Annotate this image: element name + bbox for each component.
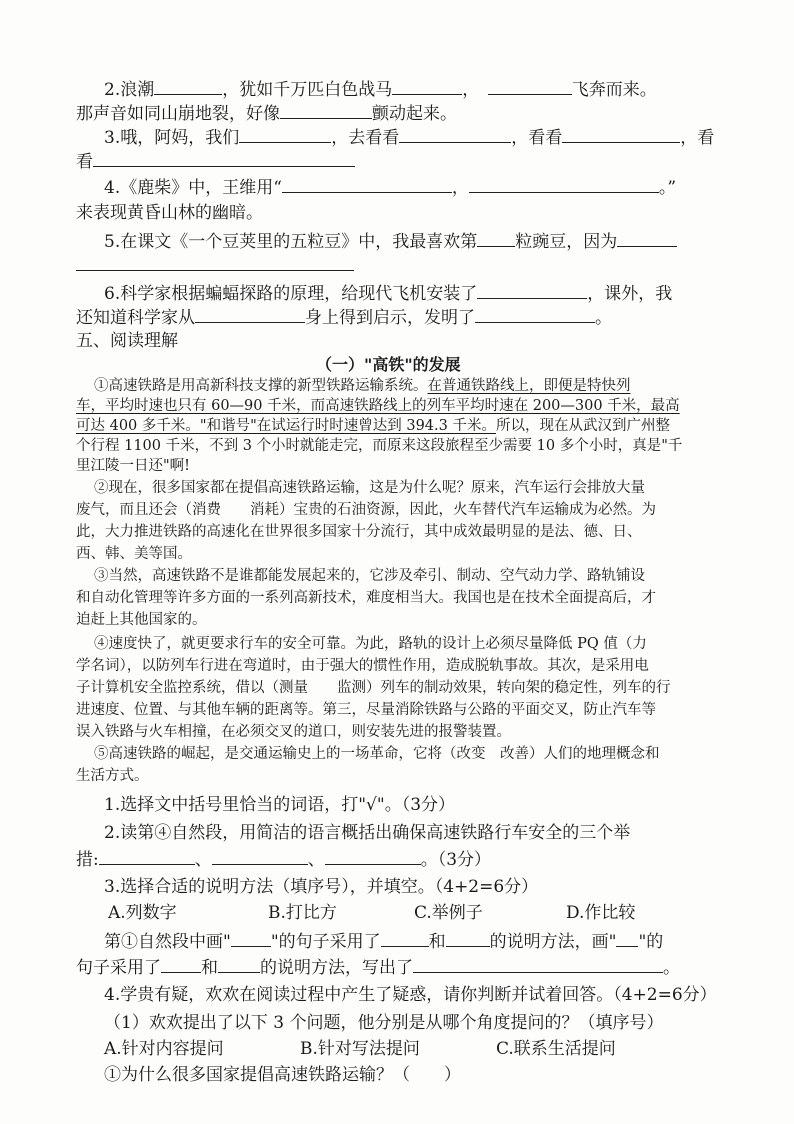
question-3-line3 [104, 930, 663, 953]
blank[interactable] [93, 150, 355, 167]
passage-p1-line4: 个行程 1100 千米，不到 3 个小时就能走完，而原来这段旅程至少需要 10 多个小时，真是"千 [76, 438, 683, 454]
text: 飞奔而来。 [571, 80, 657, 100]
blank[interactable] [469, 176, 659, 193]
question-4-line2: （1）欢欢提出了以下 3 个问题，他分别是从哪个角度提问的？（填序号） [104, 1013, 664, 1033]
blank[interactable] [239, 126, 331, 143]
blank[interactable] [154, 78, 222, 95]
passage-p3-line2: 和自动化管理等许多方面的一系列高新技术，难度相当大。我国也是在技术全面提高后，才 [76, 590, 656, 606]
question-1: 1.选择文中括号里恰当的词语，打"√"。（3分） [104, 795, 456, 815]
passage-p5-line1: ⑤高速铁路的崛起，是交通运输史上的一场革命，它将（改变 改善）人们的地理概念和 [94, 746, 660, 762]
blank[interactable] [99, 848, 195, 865]
passage-p4-line3: 子计算机安全监控系统，借以（测量 监测）列车的制动效果，转向架的稳定性，列车的行 [76, 680, 671, 696]
passage-p2-line2: 废气，而且还会（消费 消耗）宝贵的石油资源，因此，火车替代汽车运输成为必然。为 [76, 502, 656, 518]
passage-p4-line4: 进速度、位置、与其他车辆的距离等。第三，尽量消除铁路与公路的平面交叉，防止汽车等 [76, 702, 656, 718]
passage-p2-line3: 此，大力推进铁路的高速化在世界很多国家十分流行，其中成效最明显的是法、德、日、 [76, 524, 642, 540]
passage-p4-line2: 学名词），以防列车行进在弯道时，由于强大的惯性作用，造成脱轨事故。其次，是采用电 [76, 658, 649, 674]
fill-q3-line1 [104, 126, 714, 149]
fill-q2-line2 [76, 102, 457, 125]
question-3-option-b: B.打比方 [268, 903, 337, 923]
text: 、 [194, 850, 212, 870]
question-4-line4: ①为什么很多国家提倡高速铁路运输？（ ） [104, 1065, 461, 1085]
blank[interactable] [477, 230, 515, 247]
passage-p5-line2: 生活方式。 [76, 768, 149, 784]
text: 。” [658, 178, 677, 198]
text: ，课外，我 [587, 284, 673, 304]
text: 第①自然段中画" [104, 932, 231, 952]
fill-q6-line2 [76, 306, 612, 329]
blank[interactable] [161, 956, 201, 973]
fill-q2-line1 [104, 78, 657, 101]
blank[interactable] [616, 930, 638, 947]
fill-q4-line1 [104, 176, 676, 199]
blank[interactable] [488, 78, 572, 95]
question-2-line1: 2.读第④自然段，用简洁的语言概括出确保高速铁路行车安全的三个举 [104, 823, 631, 843]
text: 来表现黄昏山林的幽暗。 [76, 203, 263, 223]
blank[interactable] [325, 848, 421, 865]
underlined-sentence: 可达 400 多千米。"和谐号"在试运行时时速曾达到 394.3 千米。 [76, 418, 496, 434]
text: ①高速铁路是用高新科技支撑的新型铁路运输系统。 [94, 378, 428, 394]
text: 、 [307, 850, 325, 870]
passage-p2-line1: ②现在，很多国家都在提倡高速铁路运输，这是为什么呢？原来，汽车运行会排放大量 [94, 480, 645, 496]
passage-p1-line2: 车，平均时速也只有 60—90 千米，而高速铁路线上的列车平均时速在 200—300 千米，最高 [76, 398, 680, 414]
text: 和 [428, 932, 446, 952]
blank[interactable] [392, 78, 462, 95]
question-4-option-a: A.针对内容提问 [104, 1039, 224, 1059]
fill-q5-line2 [76, 254, 354, 277]
passage-p4-line5: 误入铁路与火车相撞，在必须交叉的道口，则安装先进的报警装置。 [76, 724, 511, 740]
text: 身上得到启示，发明了 [305, 308, 475, 328]
question-3-line4 [76, 956, 680, 979]
text: 所以，现在从武汉到广州整 [495, 418, 670, 434]
text: 4.《鹿柴》中，王维用“ [104, 178, 282, 198]
section-heading: 五、阅读理解 [76, 331, 178, 351]
text: 还知道科学家从 [76, 308, 195, 328]
text: 3.哦，阿妈，我们 [104, 128, 240, 148]
blank[interactable] [446, 930, 490, 947]
fill-q5-line1 [104, 230, 677, 253]
text: ，去看看 [331, 128, 400, 148]
text: 那声音如同山崩地裂，好像 [76, 104, 280, 124]
question-3-line1: 3.选择合适的说明方法（填序号），并填空。（4+2=6分） [104, 877, 539, 897]
text: "的句子采用了 [270, 932, 381, 952]
question-3-option-d: D.作比较 [566, 903, 636, 923]
text: 的说明方法，画" [489, 932, 617, 952]
question-3-option-a: A.列数字 [108, 903, 177, 923]
text: 6.科学家根据蝙蝠探路的原理，给现代飞机安装了 [104, 284, 478, 304]
blank[interactable] [381, 930, 429, 947]
passage-p1-line5: 里江陵一日还"啊! [76, 458, 190, 474]
passage-p4-line1: ④速度快了，就更要求行车的安全可靠。为此，路轨的设计上必须尽量降低 PQ 值（力 [94, 636, 647, 652]
text: 颤动起来。 [372, 104, 457, 124]
blank[interactable] [475, 306, 595, 323]
blank[interactable] [477, 282, 587, 299]
passage-p1-line1 [94, 376, 631, 396]
question-4-option-b: B.针对写法提问 [300, 1039, 420, 1059]
question-4-line1: 4.学贵有疑，欢欢在阅读过程中产生了疑惑，请你判断并试着回答。（4+2=6分） [104, 985, 717, 1005]
blank[interactable] [413, 956, 663, 973]
blank[interactable] [282, 176, 452, 193]
text: 2.浪潮 [104, 80, 155, 100]
question-3-option-c: C.举例子 [414, 903, 483, 923]
text: ，看看 [511, 128, 563, 148]
text: 的说明方法，写出了 [260, 958, 413, 978]
passage-p2-line4: 西、韩、美等国。 [76, 546, 192, 562]
text: 。（3分） [420, 850, 492, 870]
passage-p3-line1: ③当然，高速铁路不是谁都能发展起来的，它涉及牵引、制动、空气动力学、路轨铺设 [94, 568, 645, 584]
text: 看 [76, 152, 93, 172]
fill-q3-line2 [76, 150, 355, 173]
underlined-sentence: 在普通铁路线上，即便是特快列 [427, 378, 631, 394]
blank[interactable] [231, 930, 271, 947]
blank[interactable] [76, 254, 354, 271]
fill-q6-line1 [104, 282, 672, 305]
passage-title: （一）"高铁"的发展 [316, 355, 461, 374]
text: 和 [201, 958, 218, 978]
passage-p3-line3: 迫赶上其他国家的。 [76, 612, 207, 628]
question-4-option-c: C.联系生活提问 [496, 1039, 616, 1059]
text: 。 [663, 958, 680, 978]
blank[interactable] [617, 230, 677, 247]
text: ，看 [680, 128, 715, 148]
fill-q4-line2 [76, 202, 263, 224]
text: 措: [76, 850, 99, 870]
text: 句子采用了 [76, 958, 161, 978]
text: 5.在课文《一个豆荚里的五粒豆》中，我最喜欢第 [104, 232, 478, 252]
text: ， [462, 80, 471, 100]
blank[interactable] [212, 848, 308, 865]
question-2-line2 [76, 848, 491, 871]
text: ，犹如千万匹白色战马 [222, 80, 393, 100]
blank[interactable] [562, 126, 680, 143]
blank[interactable] [399, 126, 511, 143]
passage-p1-line3 [76, 416, 670, 436]
blank[interactable] [195, 306, 305, 323]
text: ， [451, 178, 469, 198]
text: 。 [595, 308, 612, 328]
blank[interactable] [218, 956, 260, 973]
text: "的 [638, 932, 664, 952]
text: 粒豌豆，因为 [515, 232, 618, 252]
blank[interactable] [280, 102, 372, 119]
